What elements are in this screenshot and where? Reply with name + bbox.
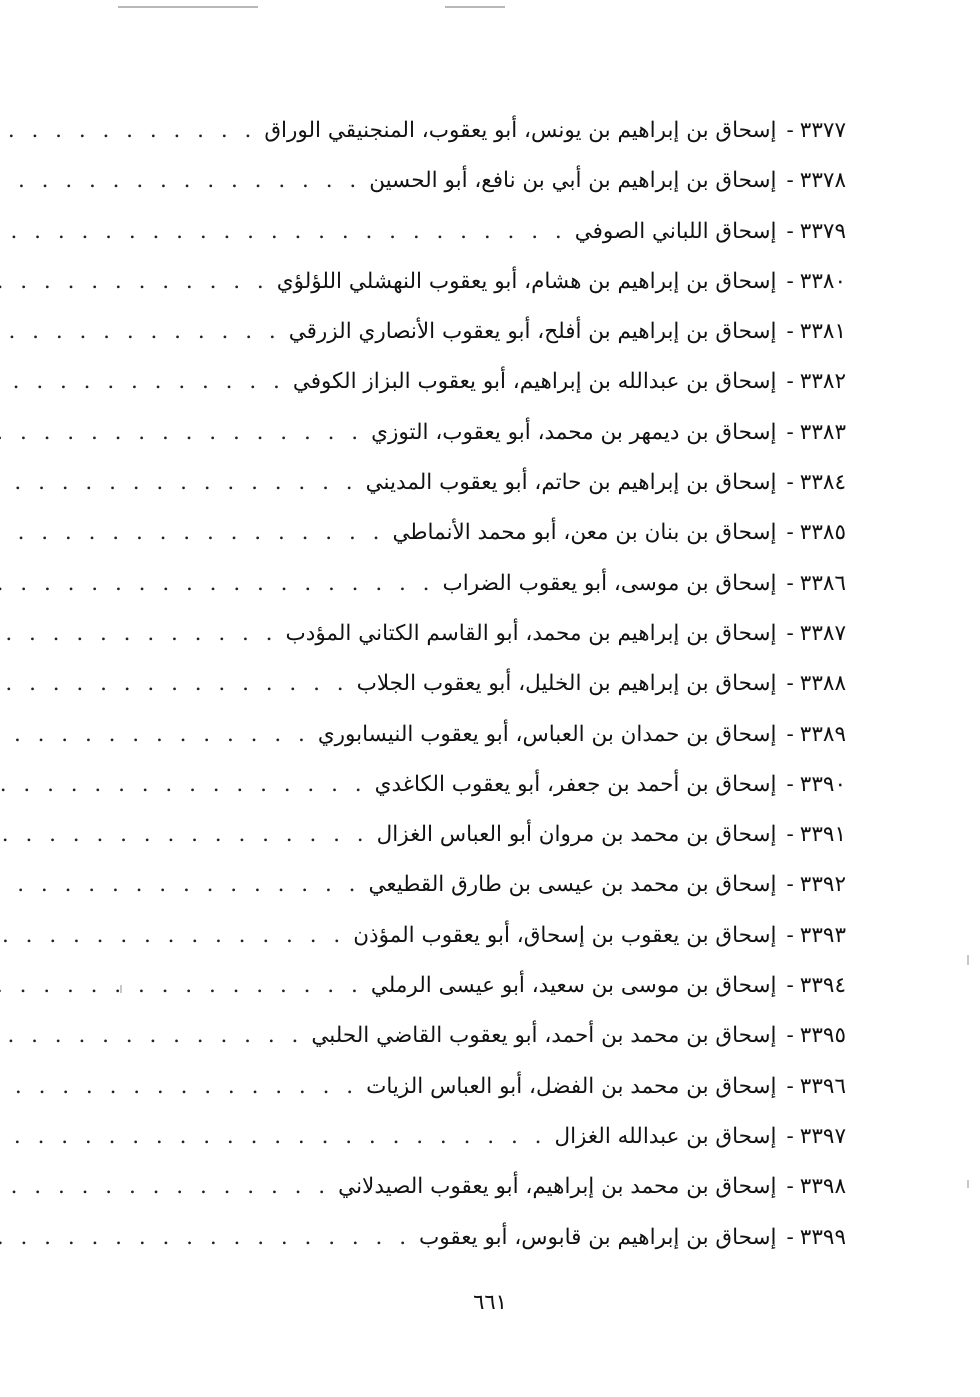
entry-title: إسحاق بن محمد بن الفضل، أبو العباس الزيات — [366, 1073, 777, 1099]
entry-title: إسحاق بن إبراهيم بن محمد، أبو القاسم الكتاني المؤدب — [285, 620, 777, 646]
entry-number: ٣٣٩٦ — [799, 1073, 846, 1099]
entry-number: ٣٣٨٥ — [799, 520, 846, 546]
entry-title: إسحاق اللباني الصوفي — [574, 218, 777, 244]
toc-entry — [128, 1213, 846, 1263]
entry-title: إسحاق بن موسى بن سعيد، أبو عيسى الرملي — [370, 973, 777, 999]
page-number: ٦٦١ — [473, 1290, 507, 1314]
entry-dash: - — [786, 973, 794, 999]
entry-number: ٣٣٨٨ — [799, 671, 846, 697]
entry-title: إسحاق بن إبراهيم بن أبي بن نافع، أبو الحسين — [369, 168, 777, 194]
entry-title: إسحاق بن ديمهر بن محمد، أبو يعقوب، التوزي — [371, 419, 777, 445]
toc-entry — [128, 307, 846, 357]
toc-entry — [128, 207, 846, 257]
entry-title: إسحاق بن أحمد بن جعفر، أبو يعقوب الكاغدي — [374, 771, 777, 797]
toc-entry — [128, 1011, 846, 1061]
entry-number: ٣٣٧٨ — [799, 168, 846, 194]
entry-dash: - — [786, 1023, 794, 1049]
entry-dash: - — [786, 168, 794, 194]
dot-leader — [0, 911, 345, 961]
dot-leader — [0, 860, 360, 910]
toc-entry — [128, 106, 846, 156]
entry-number: ٣٣٨٧ — [799, 620, 846, 646]
entry-dash: - — [786, 369, 794, 395]
entry-dash: - — [786, 1224, 794, 1250]
dot-leader — [0, 1011, 303, 1061]
entry-dash: - — [786, 118, 794, 143]
entry-number: ٣٣٩١ — [799, 822, 846, 848]
entry-dash: - — [786, 268, 794, 294]
toc-entry — [128, 156, 846, 206]
entry-dash: - — [786, 419, 794, 445]
toc-entry — [128, 1062, 846, 1112]
dot-leader — [0, 408, 363, 458]
entry-title: إسحاق بن بنان بن معن، أبو محمد الأنماطي — [392, 520, 777, 546]
entry-dash: - — [786, 218, 794, 244]
dot-leader — [0, 1112, 546, 1162]
toc-entry — [128, 408, 846, 458]
dot-leader — [0, 1213, 411, 1263]
entry-title: إسحاق بن إبراهيم بن أفلح، أبو يعقوب الأنصاري الزرقي — [288, 319, 777, 345]
toc-entry — [128, 458, 846, 508]
entry-title: إسحاق بن عبدالله بن إبراهيم، أبو يعقوب البزاز الكوفي — [292, 369, 777, 395]
dot-leader — [0, 961, 363, 1011]
entry-number: ٣٣٨٩ — [799, 721, 846, 747]
entry-number: ٣٣٨٤ — [799, 470, 846, 496]
toc-entry — [128, 860, 846, 910]
entry-number: ٣٣٩٠ — [799, 771, 846, 797]
entry-number: ٣٣٩٤ — [799, 973, 846, 999]
table-of-contents — [128, 106, 846, 1263]
toc-entry — [128, 1112, 846, 1162]
dot-leader — [0, 106, 256, 156]
entry-title: إسحاق بن يعقوب بن إسحاق، أبو يعقوب المؤذن — [353, 922, 777, 948]
dot-leader — [0, 659, 349, 709]
entry-dash: - — [786, 922, 794, 948]
entry-dash: - — [786, 570, 794, 596]
entry-title: إسحاق بن إبراهيم بن الخليل، أبو يعقوب الجلاب — [356, 671, 777, 697]
dot-leader — [0, 307, 281, 357]
entry-number: ٣٣٧٩ — [799, 218, 846, 244]
dot-leader — [0, 156, 361, 206]
entry-title: إسحاق بن حمدان بن العباس، أبو يعقوب النيسابوري — [317, 721, 777, 747]
top-rule-left — [118, 6, 258, 8]
dot-leader — [0, 810, 369, 860]
entry-title: إسحاق بن محمد بن أحمد، أبو يعقوب القاضي الحلبي — [311, 1023, 777, 1049]
entry-number: ٣٣٨٣ — [799, 419, 846, 445]
toc-entry — [128, 961, 846, 1011]
entry-title: إسحاق بن إبراهيم بن هشام، أبو يعقوب النهشلي اللؤلؤي — [276, 268, 777, 294]
entry-dash: - — [786, 1073, 794, 1099]
scan-mark — [967, 955, 969, 965]
toc-entry — [128, 508, 846, 558]
entry-title: إسحاق بن محمد بن عيسى بن طارق القطيعي — [368, 872, 777, 898]
entry-title: إسحاق بن إبراهيم بن يونس، أبو يعقوب، المنجنيقي الوراق — [264, 118, 777, 143]
entry-number: ٣٣٧٧ — [799, 118, 846, 143]
entry-title: إسحاق بن عبدالله الغزال — [554, 1123, 777, 1149]
toc-entry — [128, 659, 846, 709]
toc-entry — [128, 760, 846, 810]
entry-number: ٣٣٩٣ — [799, 922, 846, 948]
toc-entry — [128, 257, 846, 307]
toc-entry — [128, 710, 846, 760]
entry-dash: - — [786, 771, 794, 797]
entry-number: ٣٣٨٢ — [799, 369, 846, 395]
dot-leader — [0, 257, 269, 307]
entry-number: ٣٣٩٧ — [799, 1123, 846, 1149]
top-rule-right — [445, 6, 505, 8]
toc-entry — [128, 357, 846, 407]
entry-number: ٣٣٨١ — [799, 319, 846, 345]
dot-leader — [0, 1162, 330, 1212]
dot-leader — [0, 508, 384, 558]
dot-leader — [0, 760, 367, 810]
entry-dash: - — [786, 520, 794, 546]
entry-dash: - — [786, 872, 794, 898]
entry-dash: - — [786, 721, 794, 747]
dot-leader — [0, 1062, 358, 1112]
entry-dash: - — [786, 470, 794, 496]
dot-leader — [0, 609, 278, 659]
dot-leader — [0, 207, 567, 257]
toc-entry — [128, 559, 846, 609]
toc-entry — [128, 810, 846, 860]
entry-dash: - — [786, 822, 794, 848]
entry-title: إسحاق بن محمد بن مروان أبو العباس الغزال — [376, 822, 777, 848]
entry-dash: - — [786, 620, 794, 646]
toc-entry — [128, 1162, 846, 1212]
entry-number: ٣٣٨٠ — [799, 268, 846, 294]
dot-leader — [0, 710, 310, 760]
entry-number: ٣٣٩٨ — [799, 1174, 846, 1200]
dot-leader — [0, 559, 435, 609]
entry-number: ٣٣٩٢ — [799, 872, 846, 898]
entry-dash: - — [786, 1123, 794, 1149]
entry-dash: - — [786, 671, 794, 697]
toc-entry — [128, 609, 846, 659]
entry-title: إسحاق بن محمد بن إبراهيم، أبو يعقوب الصيدلاني — [338, 1174, 777, 1200]
entry-title: إسحاق بن إبراهيم بن حاتم، أبو يعقوب المديني — [365, 470, 777, 496]
dot-leader — [0, 458, 358, 508]
entry-title: إسحاق بن إبراهيم بن قابوس، أبو يعقوب — [419, 1224, 777, 1250]
entry-number: ٣٣٨٦ — [799, 570, 846, 596]
entry-number: ٣٣٩٥ — [799, 1023, 846, 1049]
entry-number: ٣٣٩٩ — [799, 1224, 846, 1250]
toc-entry — [128, 911, 846, 961]
entry-title: إسحاق بن موسى، أبو يعقوب الضراب — [442, 570, 777, 596]
entry-dash: - — [786, 1174, 794, 1200]
entry-dash: - — [786, 319, 794, 345]
scan-mark — [967, 1180, 969, 1188]
dot-leader — [0, 357, 285, 407]
